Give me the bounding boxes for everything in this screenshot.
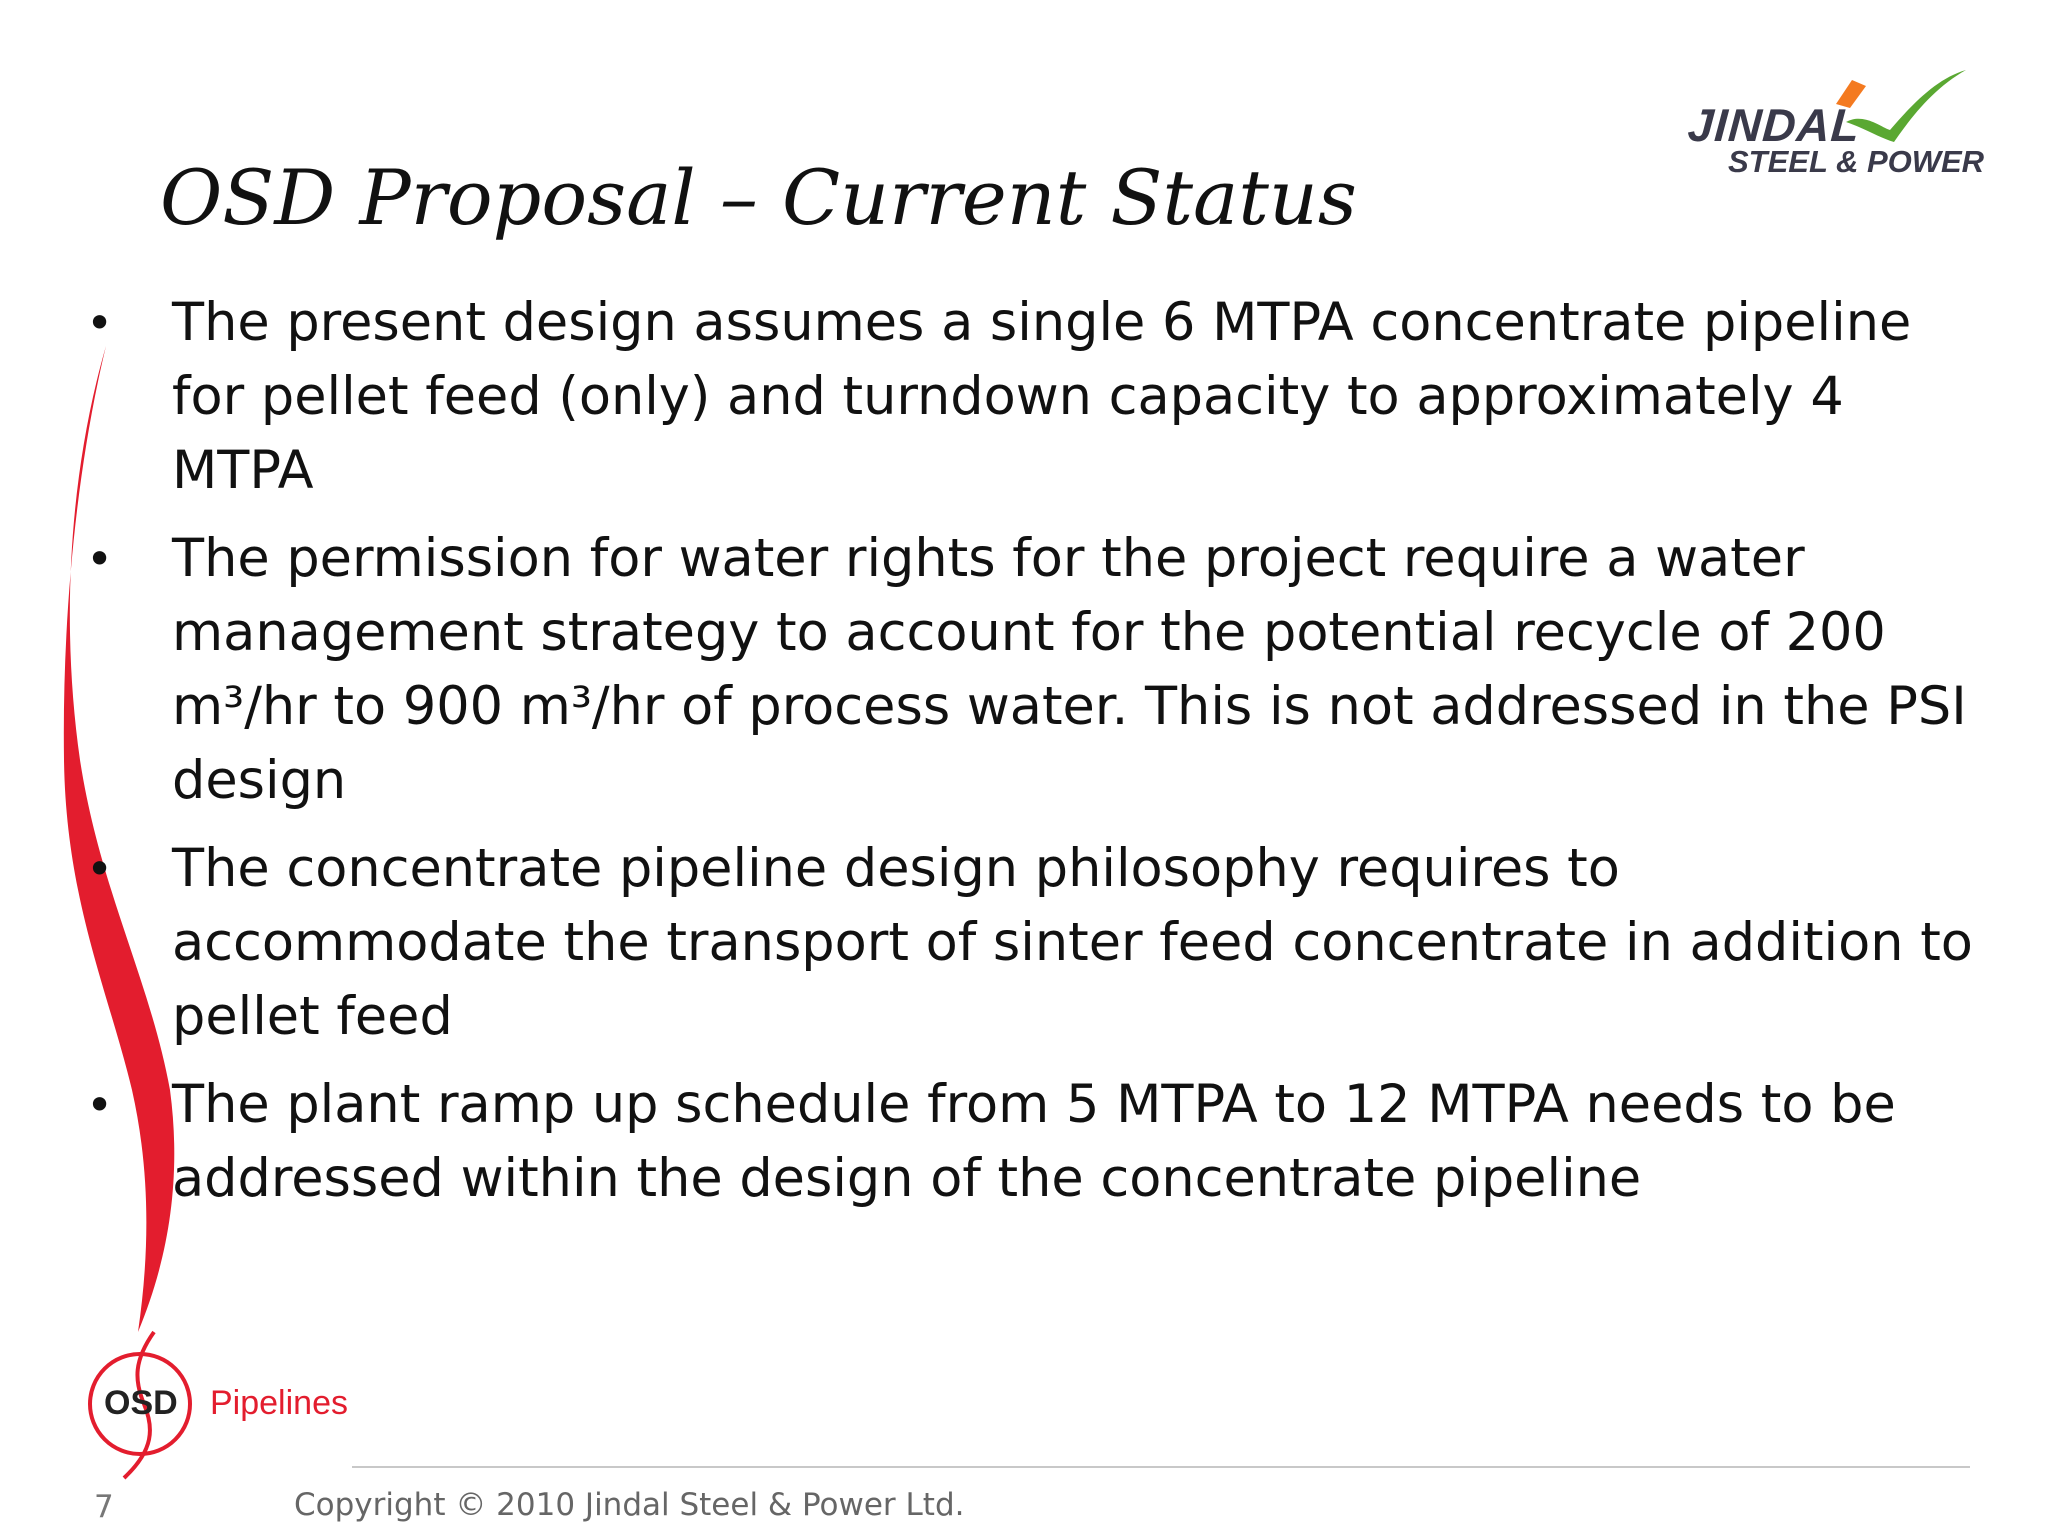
- osd-wordmark: OSD: [104, 1384, 178, 1422]
- bullet-item: [80, 522, 2000, 818]
- copyright-text: Copyright © 2010 Jindal Steel & Power Ltd.: [294, 1487, 965, 1523]
- bullet-item: [80, 286, 2000, 508]
- bullet-text: The concentrate pipeline design philosophy requires to accommodate the transport of sinter feed concentrate in addition to pellet feed: [172, 838, 1973, 1047]
- pipelines-wordmark: Pipelines: [210, 1384, 348, 1422]
- page-number: 7: [94, 1489, 114, 1525]
- jindal-logo: [1668, 58, 1985, 188]
- bullet-dot-icon: •: [86, 532, 114, 586]
- bullet-item: [80, 832, 2000, 1054]
- jindal-wordmark: JINDAL: [1686, 99, 1862, 151]
- bullet-dot-icon: •: [86, 296, 114, 350]
- bullet-item: [80, 1068, 2000, 1216]
- osd-pipelines-logo: [84, 1330, 364, 1480]
- bullet-text: The plant ramp up schedule from 5 MTPA to 12 MTPA needs to be addressed within the design of the concentrate pipeline: [172, 1074, 1896, 1209]
- bullet-dot-icon: •: [86, 1078, 114, 1132]
- jindal-tagline: STEEL & POWER: [1728, 144, 1985, 179]
- bullet-dot-icon: •: [86, 842, 114, 896]
- bullet-list: [80, 286, 2000, 1230]
- slide-title: OSD Proposal – Current Status: [160, 153, 1357, 242]
- bullet-text: The present design assumes a single 6 MTPA concentrate pipeline for pellet feed (only) and turndown capacity to approximately 4 MTPA: [172, 292, 1912, 501]
- footer-divider: [352, 1466, 1970, 1468]
- bullet-text: The permission for water rights for the project require a water management strategy to account for the potential recycle of 200 m³/hr to 900 m³/hr of process water. This is not addressed in the PSI design: [172, 528, 1967, 811]
